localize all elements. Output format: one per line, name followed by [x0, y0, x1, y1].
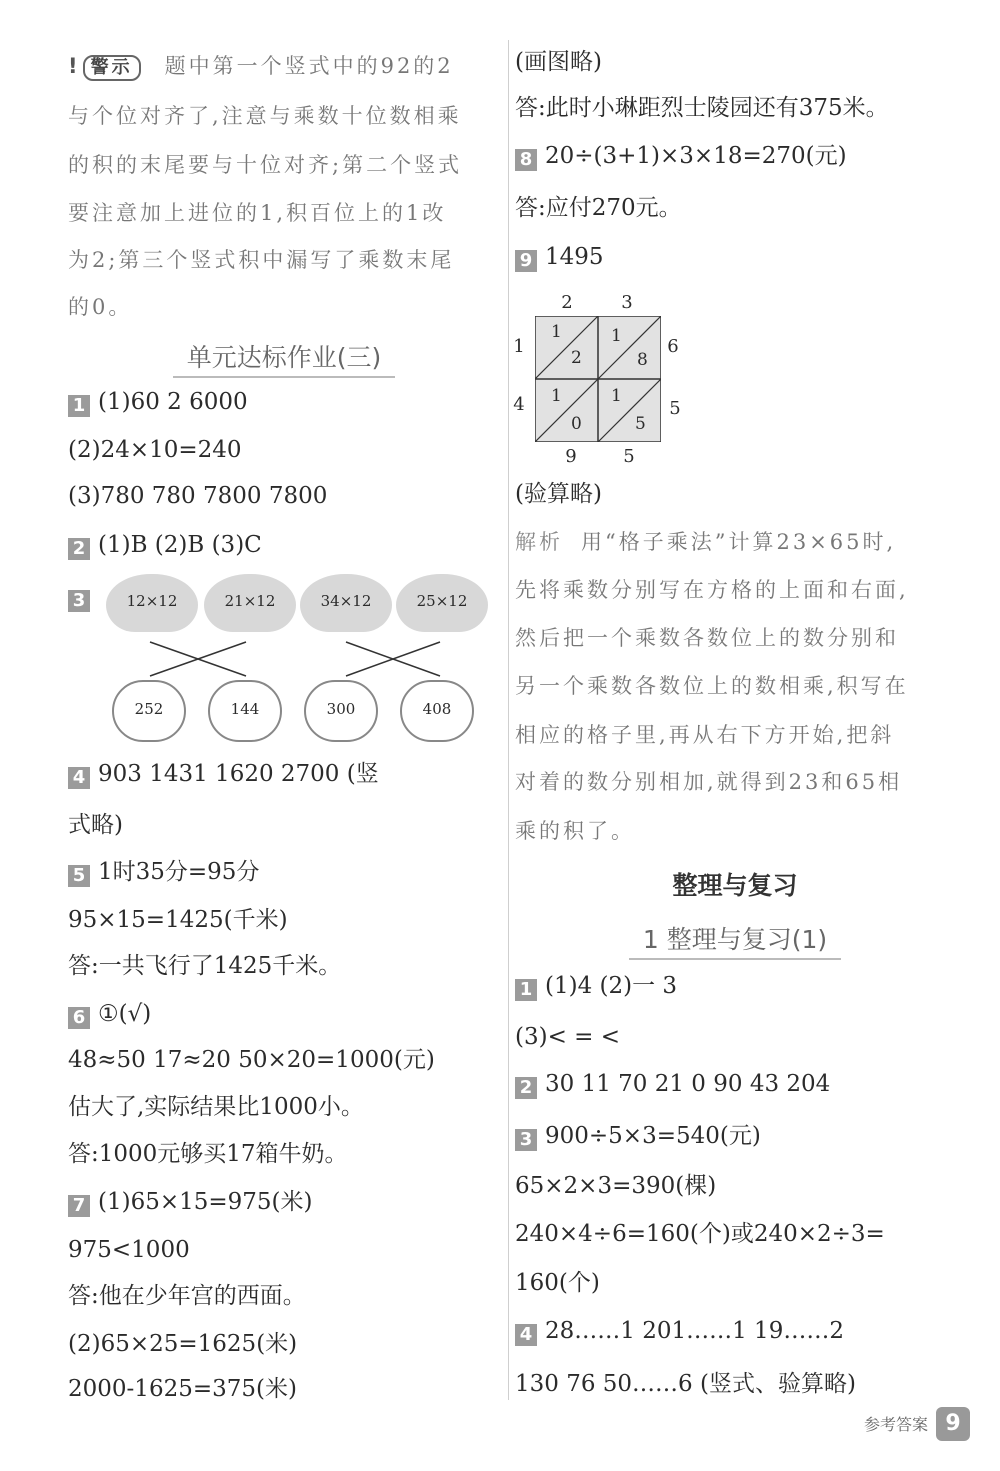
grid-left-digit-2: 4: [513, 394, 525, 415]
jiexi-line-6: 对着的数分别相加,就得到23和65相: [515, 770, 903, 794]
heart-card-3: 34×12: [300, 574, 392, 632]
s3-line-b: 65×2×3=390(棵): [515, 1173, 717, 1199]
q1-line-a: 1 (1)60 2 6000: [68, 390, 248, 417]
heart-card-2: 21×12: [204, 574, 296, 632]
q3-number: 3: [68, 585, 98, 612]
q9-line-a: 9 1495: [515, 245, 604, 272]
cell-2-ones: 8: [637, 350, 648, 370]
q7-line-b: 975<1000: [68, 1237, 190, 1263]
q9-check: (验算略): [515, 481, 602, 507]
q5-line-b: 95×15=1425(千米): [68, 907, 288, 933]
grid-left-digit-1: 1: [513, 336, 525, 357]
grid-top-digit-2: 3: [621, 292, 633, 313]
cell-4-ones: 5: [635, 414, 646, 434]
sub-heading: 1 整理与复习(1): [515, 920, 955, 956]
grid-top-digit-1: 2: [561, 292, 573, 313]
tip-line-5: 为2;第三个竖式积中漏写了乘数末尾: [68, 248, 455, 272]
section-heading: 整理与复习: [672, 871, 798, 900]
q4-line-a: 4 903 1431 1620 2700 (竖: [68, 762, 379, 789]
r-line-1: (画图略): [515, 49, 602, 75]
flower-card-2: 144: [208, 680, 282, 742]
tip-line-3: 的积的末尾要与十位对齐;第二个竖式: [68, 153, 463, 177]
exclamation-icon: !: [68, 54, 81, 78]
q7-line-a: 7 (1)65×15=975(米): [68, 1190, 313, 1217]
grid-right-digit-1: 6: [667, 336, 679, 357]
q6-line-a: 6 ①(√): [68, 1002, 151, 1029]
s1-line-b: (3)< = <: [515, 1024, 621, 1050]
cell-1-ones: 2: [571, 348, 582, 368]
flower-card-4: 408: [400, 680, 474, 742]
q5-line-a: 5 1时35分=95分: [68, 860, 259, 887]
heart-card-4: 25×12: [396, 574, 488, 632]
s3-line-d: 160(个): [515, 1270, 600, 1296]
page-number: 9: [936, 1407, 970, 1441]
tip-line-6: 的0。: [68, 295, 133, 319]
q6-line-d: 答:1000元够买17箱牛奶。: [68, 1141, 348, 1167]
s4-line-b: 130 76 50……6 (竖式、验算略): [515, 1371, 856, 1397]
lattice-grid: [515, 288, 715, 468]
heart-card-1: 12×12: [106, 574, 198, 632]
s3-line-a: 3 900÷5×3=540(元): [515, 1124, 761, 1151]
cell-4-tens: 1: [611, 386, 622, 406]
q7-line-c: 答:他在少年宫的西面。: [68, 1283, 306, 1309]
q6-line-b: 48≈50 17≈20 50×20=1000(元): [68, 1047, 435, 1073]
q6-line-c: 估大了,实际结果比1000小。: [68, 1094, 364, 1120]
grid-bottom-digit-2: 5: [623, 446, 635, 467]
q2-line-a: 2 (1)B (2)B (3)C: [68, 533, 262, 560]
tip-line-2: 与个位对齐了,注意与乘数十位数相乘: [68, 104, 462, 128]
jiexi-line-7: 乘的积了。: [515, 819, 635, 843]
tip-badge: 警示: [83, 55, 141, 81]
page-footer: [864, 1407, 970, 1441]
tip-line-4: 要注意加上进位的1,积百位上的1改: [68, 201, 447, 225]
q8-line-a: 8 20÷(3+1)×3×18=270(元): [515, 144, 847, 171]
s1-line-a: 1 (1)4 (2)一 3: [515, 974, 677, 1001]
q1-line-b: (2)24×10=240: [68, 437, 242, 463]
q7-line-d: (2)65×25=1625(米): [68, 1331, 298, 1357]
r-line-2: 答:此时小琳距烈士陵园还有375米。: [515, 95, 889, 121]
q8-line-b: 答:应付270元。: [515, 195, 682, 221]
jiexi-label: 解析: [515, 530, 563, 554]
cell-3-tens: 1: [551, 386, 562, 406]
jiexi-line-5: 相应的格子里,再从右下方开始,把斜: [515, 723, 895, 747]
footer-label: 参考答案: [863, 1415, 928, 1434]
q5-line-c: 答:一共飞行了1425千米。: [68, 953, 342, 979]
jiexi-line-3: 然后把一个乘数各数位上的数分别和: [515, 626, 899, 650]
s4-line-a: 4 28……1 201……1 19……2: [515, 1319, 844, 1346]
cell-1-tens: 1: [551, 322, 562, 342]
grid-right-digit-2: 5: [669, 398, 681, 419]
q4-line-b: 式略): [68, 812, 123, 838]
cell-3-ones: 0: [571, 414, 582, 434]
column-divider: [508, 40, 509, 1400]
jiexi-line-4: 另一个乘数各数位上的数相乘,积写在: [515, 674, 909, 698]
jiexi-line-2: 先将乘数分别写在方格的上面和右面,: [515, 578, 909, 602]
tip-line-1: ! 警示 题中第一个竖式中的92的2: [68, 54, 454, 81]
s3-line-c: 240×4÷6=160(个)或240×2÷3=: [515, 1221, 885, 1247]
flower-card-3: 300: [304, 680, 378, 742]
s2-line-a: 2 30 11 70 21 0 90 43 204: [515, 1072, 830, 1099]
flower-card-1: 252: [112, 680, 186, 742]
grid-bottom-digit-1: 9: [565, 446, 577, 467]
q7-line-e: 2000-1625=375(米): [68, 1376, 297, 1402]
unit-heading: 单元达标作业(三): [68, 338, 500, 374]
q1-line-c: (3)780 780 7800 7800: [68, 483, 328, 509]
cell-2-tens: 1: [611, 326, 622, 346]
jiexi-line-1: 解析 用“格子乘法”计算23×65时,: [515, 530, 897, 554]
